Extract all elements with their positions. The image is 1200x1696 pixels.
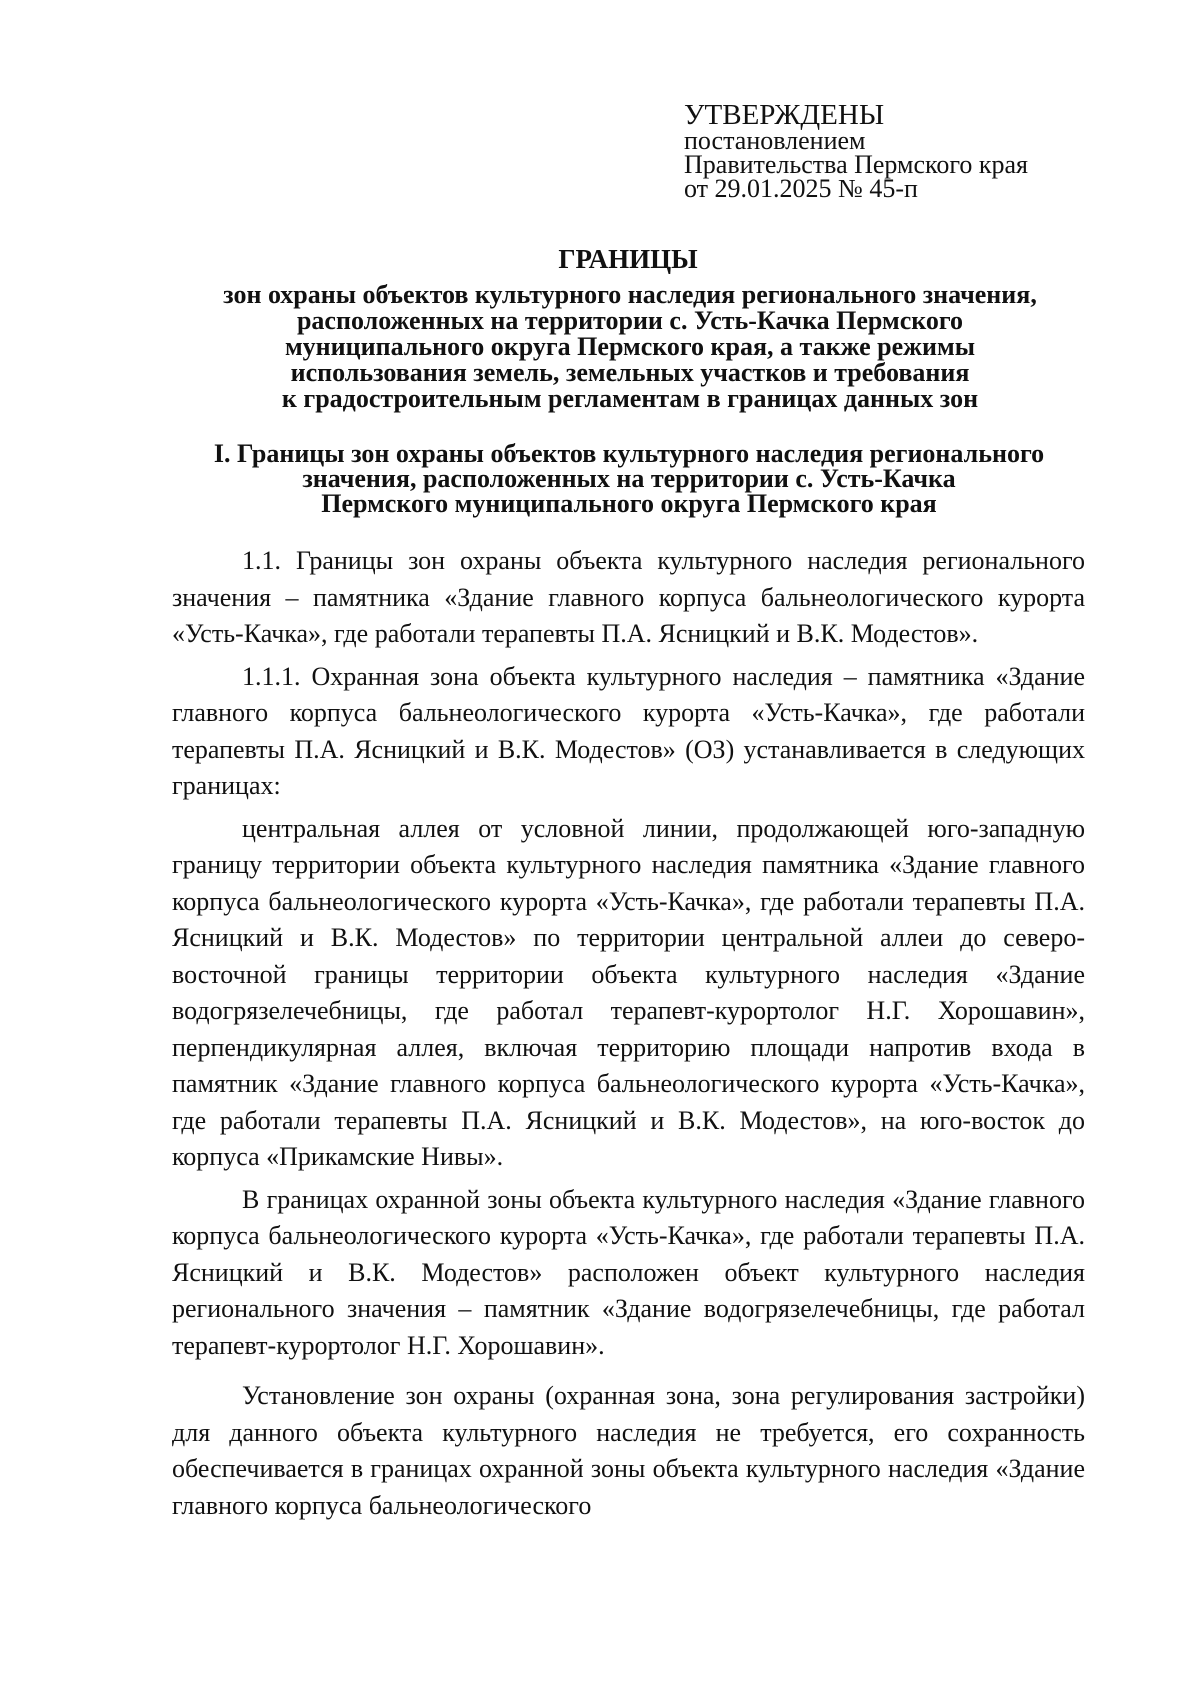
section-heading-line: значения, расположенных на территории с. Усть-Качка <box>302 464 956 493</box>
approval-title: УТВЕРЖДЕНЫ <box>684 99 885 131</box>
section-heading <box>164 441 1094 516</box>
subtitle-line: расположенных на территории с. Усть-Качка Пермского <box>296 306 964 335</box>
section-heading-line: Пермского муниципального округа Пермского края <box>321 489 937 518</box>
paragraph: центральная аллея от условной линии, продолжающей юго-западную границу территории объекта культурного наследия памятника «Здание главного корпуса бальнеологического курорта «Усть-Качка», где работали терапевты П.А. Ясницкий и В.К. Модестов» по территории центральной аллеи до северо-восточной границы территории объекта культурного наследия «Здание водогрязелечебницы, где работал терапевт-курортолог Н.Г. Хорошавин», перпендикулярная аллея, включая территорию площади напротив входа в памятник «Здание главного корпуса бальнеологического курорта «Усть-Качка», где работали терапевты П.А. Ясницкий и В.К. Модестов», на юго-восток до корпуса «Прикамские Нивы». <box>172 813 1085 1171</box>
subtitle-line: муниципального округа Пермского края, а также режимы <box>284 332 976 361</box>
approval-line: Правительства Пермского края <box>684 150 1028 179</box>
approval-line: от 29.01.2025 № 45-п <box>684 174 918 203</box>
approval-stamp <box>684 101 1028 201</box>
subtitle-line: использования земель, земельных участков и требования <box>290 358 970 387</box>
paragraph: Установление зон охраны (охранная зона, зона регулирования застройки) для данного объекта культурного наследия не требуется, его сохранность обеспечивается в границах охранной зоны объекта культурного наследия «Здание главного корпуса бальнеологического <box>172 1381 1085 1520</box>
paragraph: 1.1. Границы зон охраны объекта культурного наследия регионального значения – памятника «Здание главного корпуса бальнеологического курорта «Усть-Качка», где работали терапевты П.А. Ясницкий и В.К. Модестов». <box>172 546 1085 648</box>
subtitle-line: к градостроительным регламентам в границах данных зон <box>281 384 979 413</box>
document-subtitle <box>172 282 1088 412</box>
section-heading-line: I. Границы зон охраны объектов культурного наследия регионального <box>213 439 1045 468</box>
paragraph: В границах охранной зоны объекта культурного наследия «Здание главного корпуса бальнеологического курорта «Усть-Качка», где работали терапевты П.А. Ясницкий и В.К. Модестов» расположен объект культурного наследия регионального значения – памятник «Здание водогрязелечебницы, где работал терапевт-курортолог Н.Г. Хорошавин». <box>172 1184 1085 1360</box>
document-body <box>172 543 1085 1524</box>
approval-line: постановлением <box>684 126 866 155</box>
paragraph: 1.1.1. Охранная зона объекта культурного наследия – памятника «Здание главного корпуса бальнеологического курорта «Усть-Качка», где работали терапевты П.А. Ясницкий и В.К. Модестов» (ОЗ) устанавливается в следующих границах: <box>172 661 1085 800</box>
document-title: ГРАНИЦЫ <box>558 244 698 274</box>
subtitle-line: зон охраны объектов культурного наследия регионального значения, <box>223 280 1037 309</box>
